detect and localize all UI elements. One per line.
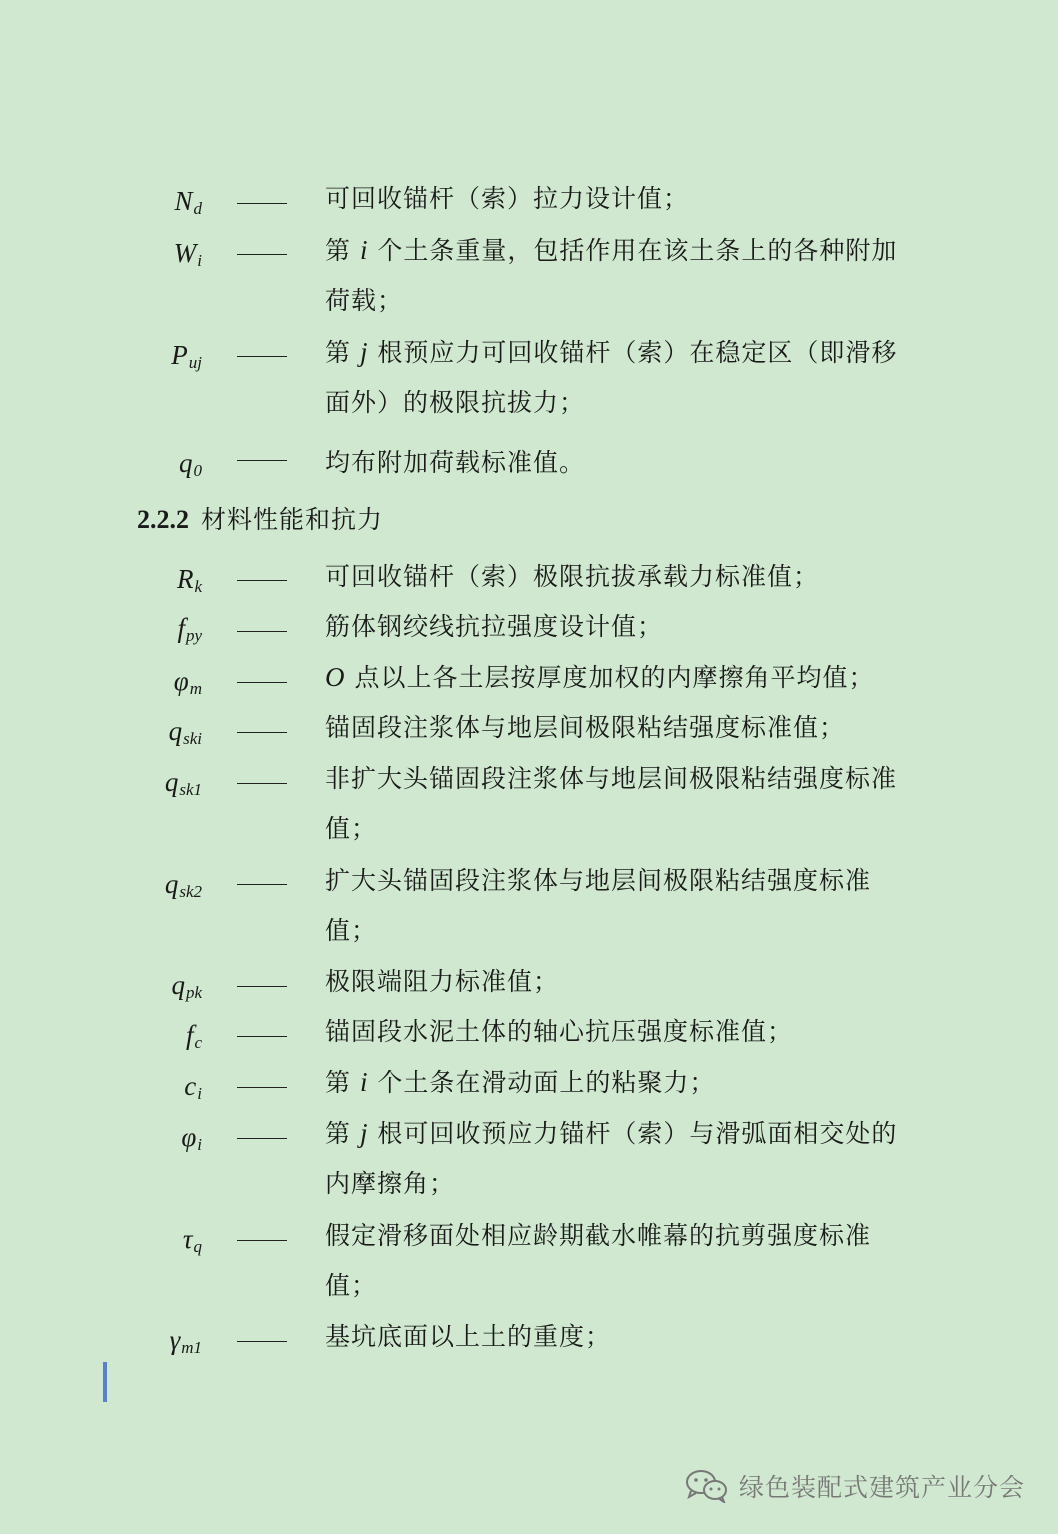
symbol: $R_k$ <box>176 564 202 596</box>
definition: 第 j 根预应力可回收锚杆（索）在稳定区（即滑移面外）的极限抗拔力； <box>325 337 898 417</box>
em-dash <box>237 732 287 733</box>
symbol: $\tau_q$ <box>182 1224 202 1256</box>
em-dash <box>237 783 287 784</box>
section-number: 2.2.2 <box>137 505 189 534</box>
section-heading <box>137 500 383 540</box>
definition: 假定滑移面处相应龄期截水帷幕的抗剪强度标准值； <box>325 1221 872 1300</box>
symbol: $W_i$ <box>173 238 202 270</box>
watermark-text: 绿色装配式建筑产业分会 <box>739 1473 1026 1502</box>
symbol: $f_c$ <box>185 1020 202 1052</box>
definition: 基坑底面以上土的重度； <box>325 1322 612 1351</box>
em-dash <box>237 1341 287 1342</box>
definition: 扩大头锚固段注浆体与地层间极限粘结强度标准值； <box>325 866 872 945</box>
definition: 第 i 个土条重量，包括作用在该土条上的各种附加荷载； <box>325 235 898 315</box>
definition: 第 j 根可回收预应力锚杆（索）与滑弧面相交处的内摩擦角； <box>325 1118 898 1198</box>
symbol: $c_i$ <box>184 1071 202 1103</box>
em-dash <box>237 580 287 581</box>
symbol: $q_{ski}$ <box>168 716 202 748</box>
definition: 可回收锚杆（索）极限抗拔承载力标准值； <box>325 562 820 591</box>
wechat-icon <box>685 1469 729 1503</box>
em-dash <box>237 460 287 461</box>
definition: 第 i 个土条在滑动面上的粘聚力； <box>325 1067 716 1097</box>
em-dash <box>237 631 287 632</box>
symbol: $P_{uj}$ <box>171 340 202 372</box>
em-dash <box>237 203 287 204</box>
em-dash <box>237 1036 287 1037</box>
definition: 锚固段水泥土体的轴心抗压强度标准值； <box>325 1017 794 1046</box>
definition: 锚固段注浆体与地层间极限粘结强度标准值； <box>325 713 846 742</box>
em-dash <box>237 356 287 357</box>
watermark <box>685 1468 1025 1504</box>
em-dash <box>237 986 287 987</box>
em-dash <box>237 682 287 683</box>
em-dash <box>237 1240 287 1241</box>
symbol: $q_{sk1}$ <box>164 767 202 799</box>
symbol: $q_{pk}$ <box>171 970 202 1002</box>
definition: O 点以上各土层按厚度加权的内摩擦角平均值； <box>325 662 875 692</box>
symbol: $\gamma_{m1}$ <box>169 1325 202 1357</box>
symbol: $q_{sk2}$ <box>164 869 202 901</box>
symbol: $N_d$ <box>174 186 202 218</box>
section-title: 材料性能和抗力 <box>201 505 384 534</box>
symbol: $f_{py}$ <box>177 613 202 645</box>
em-dash <box>237 1087 287 1088</box>
text-cursor-bar <box>103 1362 107 1402</box>
symbol: $\varphi_m$ <box>173 666 202 698</box>
definition: 非扩大头锚固段注浆体与地层间极限粘结强度标准值； <box>325 764 898 843</box>
definition: 可回收锚杆（索）拉力设计值； <box>325 184 690 213</box>
definition: 极限端阻力标准值； <box>325 967 560 996</box>
symbol: $\varphi_i$ <box>181 1122 202 1154</box>
symbol: $q_0$ <box>179 448 202 480</box>
em-dash <box>237 1138 287 1139</box>
definition: 筋体钢绞线抗拉强度设计值； <box>325 612 664 641</box>
em-dash <box>237 254 287 255</box>
em-dash <box>237 884 287 885</box>
definition: 均布附加荷载标准值。 <box>325 448 586 477</box>
